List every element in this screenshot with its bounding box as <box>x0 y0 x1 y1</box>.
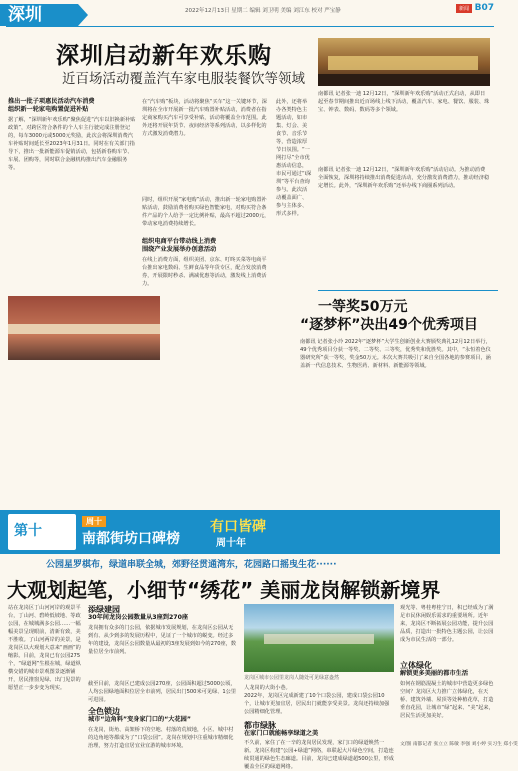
third-body-5: 人龙岗的大街小巷。 <box>244 685 291 691</box>
byline: 文/图 南都记者 张立立 陈敏 李强 刘小婷 实习生 郑小雯 <box>400 742 518 747</box>
third-story-strapline: 公园星罗棋布，绿道串联全城，郊野径贯通湾东，花园路口摇曳生花······ <box>46 560 337 570</box>
subhead-green: 添绿建园 <box>88 605 120 614</box>
subhead-vertical-desc: 解锁更多美丽的都市生活 <box>400 670 469 677</box>
park-photo-caption: 龙岗区城市公园里龙岗人随处可见绿意盎然 <box>244 675 340 681</box>
column-3: 同时，组织开展“家电购”活动，推出新一轮家电购置补贴活动，鼓励消费者购买绿色智能家电，对购买符合条件产品的个人给予一定比例补贴，最高不超过2000元，带动家电消费持续增长。 <box>142 197 270 227</box>
column-5: 此外，还将举办各类特色主题活动，如市集、灯会、美食节、音乐节等，营造浓厚节日氛围。“一网打尽”全市优惠活动信息，市民可通过“i深圳”等平台查询参与。此次活动覆盖面广、参与主体多、形式多样。 <box>276 99 312 217</box>
section-tag: 新闻 <box>456 4 472 13</box>
third-body-7: 不久前，家住了在一辛的龙岗居民发现，家门口的绿道焕然一新。龙岗区构建“公园+绿道”网络，串联起大片绿色空间，打造连续贯通的绿色生态廊道。目前，龙岗已建成绿道超500公里，形成覆盖全区的绿道网络。 <box>244 740 394 770</box>
subhead-greenway: 都市绿脉 <box>244 721 276 730</box>
lead-subhead-2: 组织新一轮家电购置促进补贴 <box>8 106 89 113</box>
third-body-1: 龙岗拥有众多的门公园，依据城市发展规划，在龙岗区公园从无到有、从少到多的发展历程中，见证了一个城市的蜕变。经过多年的建设，龙岗区公园数量从最初的3座发展到如今的270座，数量位居全市前列。 <box>88 625 237 655</box>
banner-title: 南都街坊口碑榜 <box>82 531 180 547</box>
right-column-2: 如何在钢筋混凝土的城市中营造更多绿色空间？龙岗区大力推广立体绿化，在天桥、建筑外墙、屋顶等处种植花草，打造垂直花园，让城市“绿”起来、“美”起来，居民生活更加美好。 <box>400 681 494 719</box>
event-photo <box>318 38 490 86</box>
page-number: B07 <box>474 3 494 13</box>
column-2: 在“汽车购”板块，活动将聚焦“买车”这一关键环节，深圳将在全市开展新一批汽车购置补贴活动，消费者在指定商家购买汽车可享受补贴，活动将覆盖全市范围。此外还将开展年货节、夜间经济等系列活动，以多样化的方式激发消费潜力。 <box>142 99 267 137</box>
intro-paragraph: 南都讯 记者张一迪 12月12日，“深圳新年欢乐购”活动正式启动，从即日起至春节期间推出近百场线上线下活动，覆盖汽车、家电、餐饮、服装、珠宝、钟表、数码、数码等多个领域。 <box>318 91 490 113</box>
subhead-edge: 全色锁边 <box>88 707 120 716</box>
second-story-title-1: 一等奖50万元 <box>318 299 408 315</box>
second-story-title-2: “逐梦杯”决出49个优秀项目 <box>300 317 478 333</box>
third-body-2: 截至目前，龙岗区已建成公园270座，公园面积超过5000公顷，人均公园绿地面积位居全市前列，居民出门500米可见绿、1公里可进园。 <box>88 681 237 703</box>
date-line: 2022年12月13日 星期二 编辑 刘卫明 美编 刘江东 校对 严宝静 <box>185 8 341 14</box>
header-rule <box>6 26 494 27</box>
column-4: 在线上消费方面，组织美团、京东、叮咚买菜等电商平台推出家电数码、生鲜食品等年货专区，配合发放消费券，开展限时秒杀、满减优惠等活动，激发线上消费活力。 <box>142 257 267 287</box>
third-left-column: 站在龙岗区丁山河河岸的观景平台，丁山河、碧岭低坡地、等政公园，在城城满多公园……一幅幅美景呈现眼前，清新有致，美不胜收。了山河两岸的美景，是龙岗区以大观划大意来“画画”的缩影。目前，龙岗已有公园275个，“绿道网”生根在城，绿道纵横交错的城市景观图景逐渐铺开，居民推窗见绿、出门见景的愿望正一步步变为现实。 <box>8 605 81 691</box>
right-column: 观光等、粤桂粤桂宁日，积已经成为了满足市民休闲娱乐需求的重要场所。近年来，龙岗区不断拓展公园功能，提升公园品质，打造出一批特色主题公园，让公园成为市民生活的一部分。 <box>400 605 494 643</box>
column-6: 南都讯 记者张一迪 12月12日，“深圳新年欢乐购”活动启动。为推动消费全面恢复，深圳将持续推出消费促进活动，充分激发消费潜力，推动经济稳定增长。此外，“深圳新年欢乐购”还举办线下商圈系列活动。 <box>318 167 490 189</box>
subhead-industry: 围绕产业发展举办创意活动 <box>142 246 217 253</box>
award-photo <box>8 296 160 360</box>
banner-logo-box <box>8 514 76 550</box>
column-banner <box>0 510 500 554</box>
banner-right-bottom: 周十年 <box>216 538 246 549</box>
banner-badge: 周十 <box>82 516 106 527</box>
subhead-edge-desc: 城市“边角料”变身家门口的“大花园” <box>88 716 191 723</box>
page-header <box>0 0 500 26</box>
banner-right-top: 有口皆碑 <box>210 519 266 535</box>
section-badge: 深圳 <box>0 4 78 26</box>
subhead-online: 组织电商平台带动线上消费 <box>142 238 217 245</box>
second-story-body: 南都讯 记者张小玲 2022年“逐梦杯”大学生创新创业大赛颁奖典礼12月12日举行，49个优秀项目分获一等奖、二等奖、三等奖，优秀奖和优胜奖。其中，“永恒着色仪器研究所”获一等奖，奖金50万元。本次大赛共吸引了来自全国各地的参赛项目，涵盖新一代信息技术、生物医药、新材料、新能源等领域。 <box>300 339 491 369</box>
third-story-headline: 大观划起笔，小细节“绣花” 美丽龙岗解锁新境界 <box>7 578 441 602</box>
main-subheadline: 近百场活动覆盖汽车家电服装餐饮等领域 <box>62 71 305 87</box>
subhead-greenway-desc: 在家门口就能畅享绿道之美 <box>244 730 319 737</box>
subhead-green-desc: 30年间龙岗公园数量从3座到270座 <box>88 614 189 621</box>
subhead-vertical: 立体绿化 <box>400 661 432 670</box>
lead-subhead-1: 推出一批子项惠民活动汽车消费 <box>8 98 95 105</box>
main-headline: 深圳启动新年欢乐购 <box>56 43 272 69</box>
banner-logo-text: 第十 <box>14 523 42 539</box>
third-body-3: 在龙岗，街角、高架桥下的空地、村落的荒坡地，小区、城中村的边角地等都成为了“口袋公园”。龙岗在规划中注重城市精细化治理，努力打造宜居宜业宜游的城市环境。 <box>88 727 234 749</box>
park-photo <box>244 604 394 672</box>
story-divider <box>318 290 498 291</box>
column-1: 据了解，“深圳新年欢乐购”聚焦促进“汽车以旧换新补贴政策”，对跨区符合条件的个人车主行驶完成注册登记的，每车3000元或5000元奖励，此次会将深圳消费汽车补贴时间延长至2023年1月31日。同时在有关部门指导下，推出一批新能源车促销活动，包括新春购车节、车展、团购等，同时联合金融机构推出汽车金融服务等。 <box>8 117 136 171</box>
third-body-6: 2022年，龙岗区完成新建了10个口袋公园，建成口袋公园10个，让城市更加宜居，居民出门就能享受美景。龙岗还持续加强公园精细化管理。 <box>244 693 390 715</box>
